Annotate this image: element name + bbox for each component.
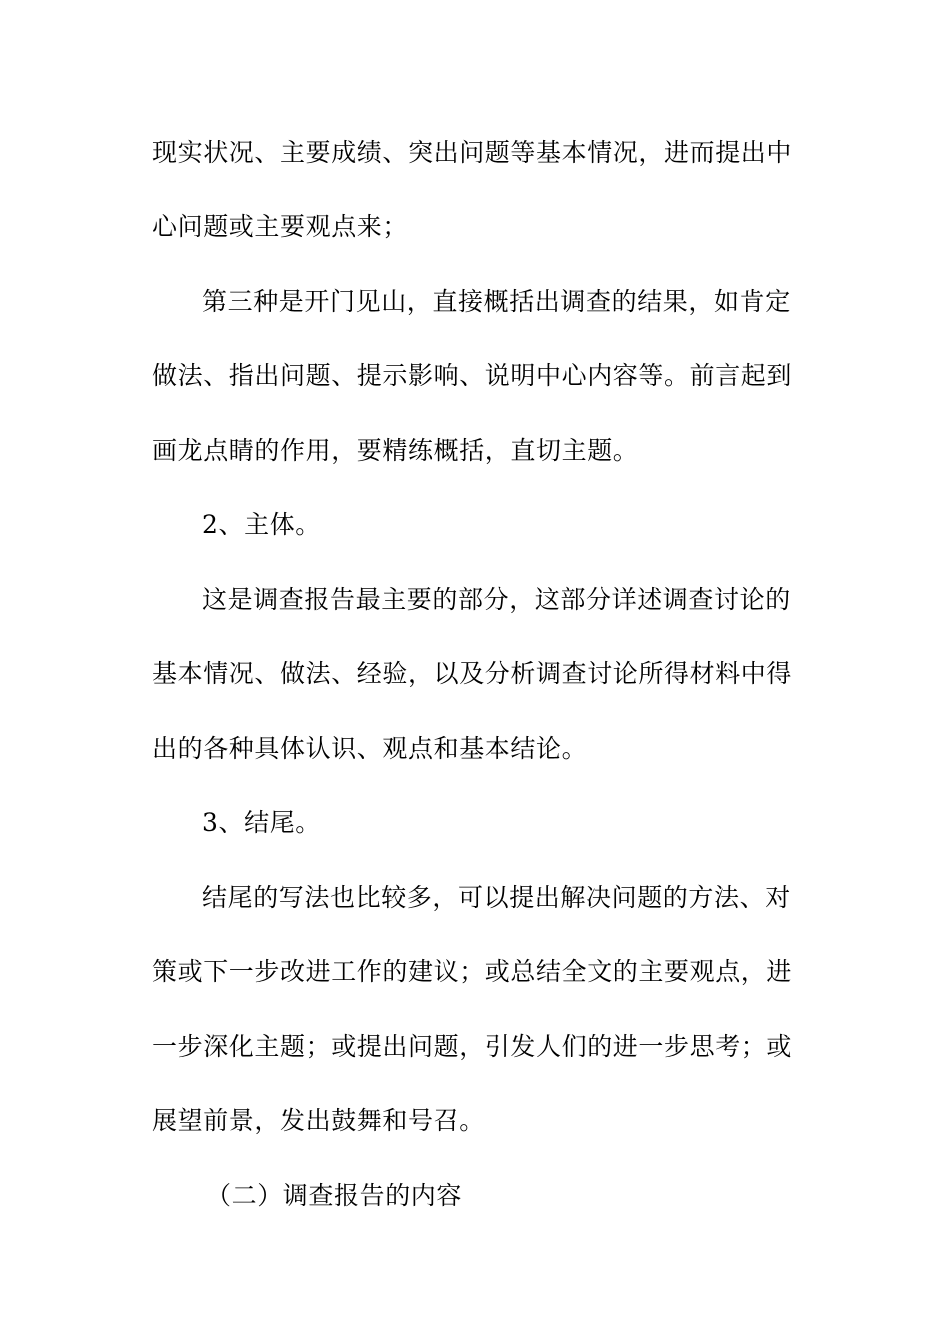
section-heading: 2、主体。 [202,510,321,539]
section-heading: 3、结尾。 [202,808,321,837]
paragraph-line: 画龙点睛的作用，要精练概括，直切主题。 [152,436,639,465]
paragraph-line: 策或下一步改进工作的建议；或总结全文的主要观点，进 [152,957,793,986]
paragraph-line: 展望前景，发出鼓舞和号召。 [152,1106,485,1135]
paragraph-line: 出的各种具体认识、观点和基本结论。 [152,734,588,763]
paragraph-line: 结尾的写法也比较多，可以提出解决问题的方法、对 [202,883,791,912]
paragraph-line: 做法、指出问题、提示影响、说明中心内容等。前言起到 [152,361,793,390]
section-heading: （二）调查报告的内容 [206,1181,463,1210]
paragraph-line: 第三种是开门见山，直接概括出调查的结果，如肯定 [202,287,791,316]
paragraph-line: 心问题或主要观点来； [152,212,409,241]
paragraph-line: 基本情况、做法、经验，以及分析调查讨论所得材料中得 [152,659,793,688]
paragraph-line: 现实状况、主要成绩、突出问题等基本情况，进而提出中 [152,138,793,167]
paragraph-line: 一步深化主题；或提出问题，引发人们的进一步思考；或 [152,1032,793,1061]
paragraph-line: 这是调查报告最主要的部分，这部分详述调查讨论的 [202,585,791,614]
